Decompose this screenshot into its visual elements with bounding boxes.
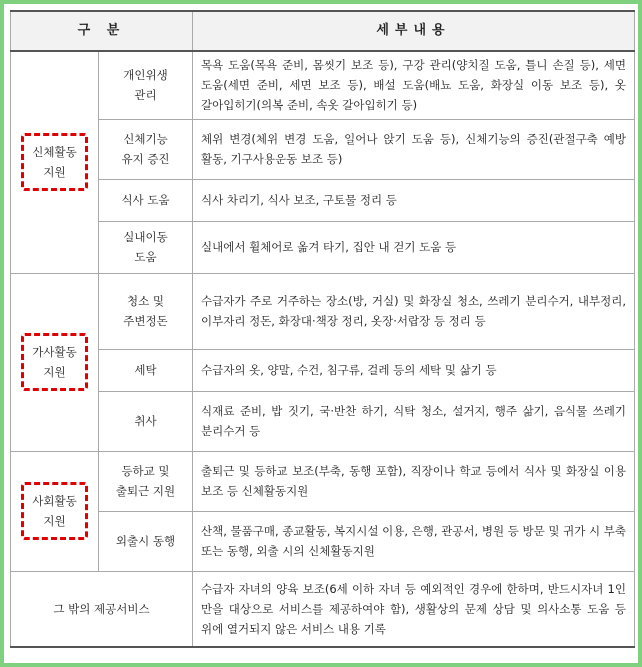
- table-row: [11, 571, 635, 647]
- detail-cell: 산책, 물품구매, 종교활동, 복지시설 이용, 은행, 관공서, 병원 등 방문 및 귀가 시 부축 또는 동행, 외출 시의 신체활동지원: [193, 511, 635, 571]
- detail-cell: 목욕 도움(목욕 준비, 몸씻기 보조 등), 구강 관리(양치질 도움, 틀니 손질 등), 세면 도움(세면 준비, 세면 보조 등), 배설 도움(배뇨 도움, 화장실 이동 보조 등), 옷 갈아입히기(의복 준비, 속옷 갈아입히기 등): [193, 51, 635, 119]
- cell-label: 청소 및 주변정돈: [123, 294, 168, 328]
- table-row: [11, 451, 635, 511]
- subcategory-cell: [99, 451, 193, 511]
- detail-cell: 출퇴근 및 등하교 보조(부축, 동행 포함), 직장이나 학교 등에서 식사 및 화장실 이용 보조 등 신체활동지원: [193, 451, 635, 511]
- subcategory-cell: [99, 349, 193, 391]
- header-details: 세부내용: [193, 11, 635, 51]
- detail-cell: 수급자가 주로 거주하는 장소(방, 거실) 및 화장실 청소, 쓰레기 분리수거, 내부정리, 이부자리 정돈, 화장대·책장 정리, 옷장·서랍장 등 정리 등: [193, 273, 635, 349]
- detail-cell: 식재료 준비, 밥 짓기, 국·반찬 하기, 식탁 청소, 설거지, 행주 삶기, 음식물 쓰레기 분리수거 등: [193, 391, 635, 451]
- detail-cell: 식사 차리기, 식사 보조, 구토물 정리 등: [193, 179, 635, 221]
- cell-label: 취사: [134, 414, 157, 428]
- category-cell: [11, 451, 99, 571]
- subcategory-cell: [99, 51, 193, 119]
- detail-cell: 실내에서 휠체어로 옮겨 타기, 집안 내 걷기 도움 등: [193, 221, 635, 273]
- cell-label: 세탁: [134, 363, 157, 377]
- subcategory-cell: [99, 221, 193, 273]
- header-category: 구 분: [11, 11, 193, 51]
- category-label-social: [21, 482, 87, 540]
- cell-label: 식사 도움: [121, 193, 170, 207]
- table-row: [11, 221, 635, 273]
- cell-label: 외출시 동행: [115, 534, 176, 548]
- header-row: [11, 11, 635, 51]
- cell-label: 실내이동 도움: [123, 230, 168, 264]
- subcategory-cell: [99, 391, 193, 451]
- other-category-cell: 그 밖의 제공서비스: [11, 571, 193, 647]
- cell-label: 가사활동 지원: [32, 345, 77, 379]
- detail-cell: 체위 변경(체위 변경 도움, 일어나 앉기 도움 등), 신체기능의 증진(관절구축 예방 활동, 기구사용운동 보조 등): [193, 119, 635, 179]
- category-cell: [11, 273, 99, 451]
- detail-cell: 수급자의 옷, 양말, 수건, 침구류, 걸레 등의 세탁 및 삶기 등: [193, 349, 635, 391]
- table-row: [11, 119, 635, 179]
- category-label-housework: [21, 333, 87, 391]
- cell-label: 신체활동 지원: [32, 145, 77, 180]
- cell-label: 신체기능 유지 증진: [121, 132, 170, 166]
- service-table: [10, 10, 635, 648]
- table-row: [11, 273, 635, 349]
- subcategory-cell: [99, 119, 193, 179]
- subcategory-cell: [99, 273, 193, 349]
- cell-label: 개인위생 관리: [123, 68, 168, 103]
- cell-label: 사회활동 지원: [32, 494, 77, 528]
- detail-cell: 수급자 자녀의 양육 보조(6세 이하 자녀 등 예외적인 경우에 한하며, 반드시자녀 1인 만을 대상으로 서비스를 제공하여야 함), 생활상의 문제 상담 및 의사소통 도움 등 위에 열거되지 않은 서비스 내용 기록: [193, 571, 635, 647]
- table-row: [11, 391, 635, 451]
- subcategory-cell: [99, 511, 193, 571]
- table-row: [11, 51, 635, 119]
- category-cell: [11, 51, 99, 273]
- table-row: [11, 349, 635, 391]
- cell-label: 등하교 및 출퇴근 지원: [115, 464, 176, 498]
- table-row: [11, 179, 635, 221]
- table-row: [11, 511, 635, 571]
- subcategory-cell: [99, 179, 193, 221]
- category-label-physical: [21, 133, 87, 191]
